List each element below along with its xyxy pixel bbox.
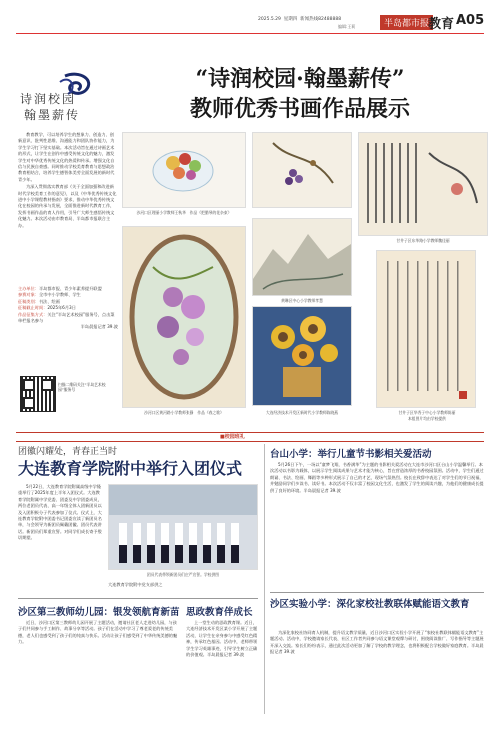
notice-tail: 半岛晨报记者 39.波 [80, 324, 118, 330]
artwork-calligraphy-scroll [376, 250, 476, 408]
artwork-wisteria [122, 226, 246, 408]
header-weekday: 星期四 [283, 17, 298, 22]
masthead-logo: 半岛都市报 [380, 15, 433, 30]
notice-item: 作品征集方式：关注“半岛艺术校园”服务号，点击菜单栏报名参与 [18, 311, 115, 324]
feature-title-1: “诗润校园·翰墨薪传” [195, 66, 405, 92]
intro-para-2: 为深入贯彻落实教育部《关于全面加强和改进新时代学校美育工作的意见》，以及《中华优秀传统文化进中小学课程教材指南》要求，推动中华优秀传统文化在校园的传承与发展，全面推进新时代教育工作，发挥书画作品的育人作用，引导广大师生感悟传统文化魅力。本次活动由市教育局、半岛都市报联合主办。 [18, 184, 117, 228]
notice-item: 征稿类别：书法、绘画 [18, 298, 60, 304]
section-band [16, 432, 484, 442]
caption-c4: 甘井子区东华路小学教师魏佳丽 [396, 238, 450, 243]
article-1-photo [108, 484, 258, 570]
feature-intro [18, 132, 118, 230]
caption-c3: 黄琳区中心小学教师孝慧 [281, 298, 323, 303]
artwork-landscape [252, 218, 352, 296]
article-1-title: 大连教育学院附中举行入团仪式 [18, 459, 243, 478]
notice-box [18, 286, 118, 331]
caption-c7: 本组图片均由学校提供 [408, 416, 446, 421]
feature-title-2: 教师优秀书画作品展示 [189, 96, 410, 122]
feature-logo [20, 68, 100, 128]
article-1-photo-caption: 团员代表带领新团员们庄严宣誓。学校供图 [146, 572, 220, 577]
notice-item: 征稿截止时间：2025年6月3日 [18, 305, 76, 311]
article-5-body: 为深化家校社协同育人机制，提升语文教学质量，近日沙河口区实验小学开展了“家校社教联体赋能语文教育”主题活动。活动中，学校邀请家长代表、社区工作者共同参与语文课堂观摩与研讨，围绕阅读推广、写作指导等主题展开深入交流。家长们纷纷表示，通过此次活动更加了解了学校的教学理念，也将积极配合学校做好家庭教育。半岛晨报记者 39.波 [270, 630, 484, 655]
caption-c6: 甘井子区华秀子中心小学教师陈丽 [398, 410, 456, 415]
article-2-body: 近日，沙河口区第三教师幼儿园开展了主题活动，邀请社区老人走进幼儿园，与孩子们共同参与手工制作、故事分享等活动。孩子们在活动中学习了尊老爱老的传统美德，老人们也感受到了孩子们的纯真与快乐。活动让孩子们感受到了中华传统美德的魅力。 [18, 620, 178, 645]
caption-c1: 沙河口区理丽小学教师王秋华 作品《把腊琴的花杂束》 [136, 210, 232, 215]
divider-1 [18, 598, 258, 599]
section-name: 教育 [428, 17, 455, 32]
article-5-title: 沙区实验小学：深化家校社教联体赋能语文教育 [270, 599, 470, 610]
qr-caption: 扫描二维码关注“半岛艺术校园”服务号 [58, 382, 106, 392]
artwork-grapes [252, 132, 352, 208]
logo-text-2: 翰墨薪传 [24, 108, 81, 122]
header-layout: 编辑:王莉 [338, 24, 356, 29]
header-rule [16, 33, 484, 34]
intro-para-1: 教育教学，可以培养学生的想象力、创造力、创新意识、批判性思维、沟通能力和团队协作能力，为学生学习打下坚实基础。本次活动旨在通过诗画艺术的形式，让学生在创作中感受传统文化的魅力，激发学生对中华优秀传统文化的热爱和传承。增强文化自信与民族自豪感。同时推动学校美育教育与思想政治教育相结合，培养学生德智体美劳全面发展的新时代青少年。 [18, 132, 115, 182]
article-2-title: 沙区第三教师幼儿园：银发领航育新苗 [18, 607, 180, 618]
caption-c2: 沙河口区黄河路小学教师张静 作品《春之歌》 [144, 410, 224, 415]
column-divider [264, 444, 265, 714]
article-4-title: 台山小学：举行儿童节书影相关爱活动 [270, 449, 432, 460]
section-code: A05 [456, 13, 485, 28]
notice-item: 参赛对象：全市中小学教师、学生 [18, 292, 81, 298]
divider-2 [270, 592, 484, 593]
article-1-kicker: 团徽闪耀处，青春正当时 [18, 447, 118, 457]
artwork-fruit-bowl [122, 132, 246, 208]
header-meta [258, 16, 341, 22]
section-band-label: ■校园班礼 [216, 433, 249, 440]
qr-code[interactable] [20, 376, 56, 412]
caption-c5: 大连经济技术开发区新时代小学教师陈晓燕 [265, 410, 339, 415]
artwork-calligraphy-wide [358, 132, 488, 236]
header-hotline: 新闻热线82488888 [300, 17, 342, 22]
article-1-tail: 大连教育学院附中党支部供之 [108, 582, 163, 587]
article-3-body: 上一堂生动的思政教育课。近日，大连经济技术开发区某小学开展了主题活动，让学生在亲身参与中感受红色精神，传承红色基因。活动中，老师带领学生学习英雄事迹，引导学生树立正确的价值观。半岛晨报记者 39.波 [186, 620, 258, 658]
article-4-body: 5月26日下午，一场以“童梦飞翔，书香满华”为主题的书影相关爱活动在大连市沙河口区台山小学温馨举行。本次活动以书影为载体，以展示学生阅读成果与艺术才能为核心，旨在营造浓厚的书香校园氛围。活动中，学生们通过朗诵、书法、绘画、舞蹈等多种形式展示了自己的才艺，现场气氛热烈。校长在致辞中表达了对学生们的节日祝福，并勉励同学们多读书、读好书。本次活动不仅丰富了校园文化生活，也激发了学生的阅读兴趣，为他们的健康成长提供了良好的环境。半岛晨报记者 39.波 [270, 462, 484, 493]
notice-item: 主办单位：半岛都市报、青少年素养提升联盟 [18, 286, 102, 291]
article-3-title: 思政教育伴成长 [186, 607, 253, 618]
article-1-body: 5月22日，大连教育学院附属高级中学隆重举行了2025年度上半年入团仪式。大连教育学院附属中学党委、团委及中学团委成员，两位老团员代表、高一年级全体入团新团员以及入团积极分子代表参加了仪式。仪式上，大连教育学院附中团委书记团委宣读了新团员名单，与会领导为新团员佩戴团徽。团员代表讲话。新团员们郑重宣誓。对同学们成长寄予殷切期望。 [18, 484, 102, 541]
artwork-sunflowers [252, 306, 352, 406]
logo-text-1: 诗润校园 [20, 92, 77, 106]
header-date: 2025.5.29 [258, 17, 281, 22]
